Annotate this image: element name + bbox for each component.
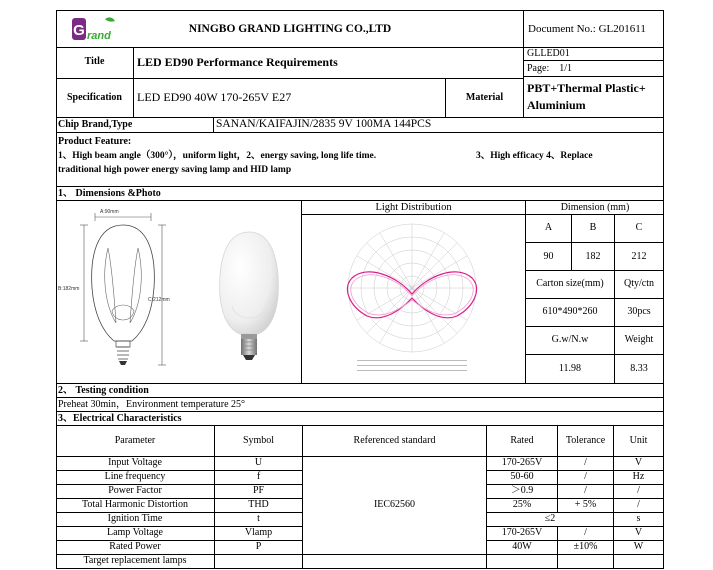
unit-cell: / xyxy=(637,499,640,510)
symbol-cell: f xyxy=(256,471,261,482)
gross-net-weight-label: G.w/N.w xyxy=(551,334,589,345)
company-name: NINGBO GRAND LIGHTING CO.,LTD xyxy=(188,23,392,35)
unit-cell: / xyxy=(637,485,640,496)
param-cell: Total Harmonic Distortion xyxy=(82,499,188,510)
col-header-tolerance: Tolerance xyxy=(565,435,606,446)
feature-line1-a: 1、High beam angle（300°），uniform light，2、energy saving, long life time. xyxy=(58,151,377,161)
weight-value: 8.33 xyxy=(630,363,648,374)
unit-cell: s xyxy=(636,513,641,524)
qty-value: 30pcs xyxy=(627,306,651,317)
weight-label: Weight xyxy=(624,334,654,345)
col-header-symbol: Symbol xyxy=(242,435,275,446)
title-label: Title xyxy=(84,56,105,67)
document-number: Document No.: GL201611 xyxy=(528,23,646,35)
unit-cell: Hz xyxy=(632,471,645,482)
qty-label: Qty/ctn xyxy=(624,278,654,289)
rated-cell: ≤2 xyxy=(544,513,556,524)
page-indicator: Page: 1/1 xyxy=(527,63,572,74)
symbol-cell: P xyxy=(255,541,262,552)
dimension-value-b: 182 xyxy=(585,251,601,262)
electrical-heading: 3、Electrical Characteristics xyxy=(58,413,182,424)
feature-line2: traditional high power energy saving lamp and HID lamp xyxy=(58,165,292,175)
svg-text:rand: rand xyxy=(87,30,111,42)
param-cell: Lamp Voltage xyxy=(106,527,163,538)
col-header-parameter: Parameter xyxy=(114,435,156,446)
referenced-standard-value: IEC62560 xyxy=(373,499,416,510)
feature-heading: Product Feature: xyxy=(58,136,132,147)
col-header-rated: Rated xyxy=(510,435,534,446)
rated-cell: 170-265V xyxy=(501,457,543,468)
tolerance-cell: / xyxy=(584,485,587,496)
dimension-b-label: B:182mm xyxy=(58,286,80,292)
dimension-a-label: A:90mm xyxy=(100,209,119,215)
specification-value: LED ED90 40W 170-265V E27 xyxy=(137,90,292,104)
feature-line1-b: 3、High efficacy 4、Replace xyxy=(476,151,593,161)
carton-size-value: 610*490*260 xyxy=(542,306,598,317)
rated-cell: 40W xyxy=(512,541,532,552)
unit-cell: V xyxy=(634,527,643,538)
rated-cell: 25% xyxy=(512,499,532,510)
param-cell: Target replacement lamps xyxy=(83,555,187,566)
dimension-value-c: 212 xyxy=(631,251,647,262)
dimension-c-label: C:212mm xyxy=(148,297,170,303)
document-title: LED ED90 Performance Requirements xyxy=(137,55,338,69)
svg-text:G: G xyxy=(73,22,85,39)
company-logo xyxy=(71,15,123,43)
testing-condition-text: Preheat 30min，Environment temperature 25° xyxy=(58,399,246,410)
dimension-header-c: C xyxy=(635,222,643,233)
carton-size-label: Carton size(mm) xyxy=(536,278,604,289)
lamp-photo xyxy=(210,226,288,368)
dimensions-heading: 1、 Dimensions &Photo xyxy=(58,188,161,199)
material-label: Material xyxy=(465,92,504,103)
param-cell: Rated Power xyxy=(109,541,161,552)
param-cell: Ignition Time xyxy=(107,513,163,524)
param-cell: Input Voltage xyxy=(108,457,162,468)
symbol-cell: PF xyxy=(252,485,265,496)
symbol-cell: THD xyxy=(248,499,269,510)
tolerance-cell: / xyxy=(584,457,587,468)
dimension-value-a: 90 xyxy=(543,251,554,262)
unit-cell: V xyxy=(634,457,643,468)
specification-label: Specification xyxy=(67,92,122,103)
symbol-cell: t xyxy=(257,513,260,524)
param-cell: Power Factor xyxy=(108,485,162,496)
lamp-dimension-drawing xyxy=(58,203,188,379)
param-cell: Line frequency xyxy=(104,471,166,482)
material-value-line1: PBT+Thermal Plastic+ xyxy=(527,81,646,95)
col-header-standard: Referenced standard xyxy=(353,435,436,446)
symbol-cell: Vlamp xyxy=(244,527,273,538)
tolerance-cell: + 5% xyxy=(574,499,597,510)
document-code: GLLED01 xyxy=(527,48,570,59)
col-header-unit: Unit xyxy=(629,435,648,446)
gross-net-weight-value: 11.98 xyxy=(558,363,582,374)
rated-cell: ＞0.9 xyxy=(510,485,534,496)
chip-value: SANAN/KAIFAJIN/2835 9V 100MA 144PCS xyxy=(216,118,432,130)
dimension-header-b: B xyxy=(589,222,597,233)
dimension-table-title: Dimension (mm) xyxy=(560,202,630,213)
light-distribution-title: Light Distribution xyxy=(375,202,452,213)
rated-cell: 50-60 xyxy=(510,471,534,482)
chip-label: Chip Brand,Type xyxy=(58,119,133,130)
rated-cell: 170-265V xyxy=(501,527,543,538)
light-distribution-diagram xyxy=(337,216,487,376)
tolerance-cell: / xyxy=(584,471,587,482)
tolerance-cell: / xyxy=(584,527,587,538)
dimension-header-a: A xyxy=(544,222,553,233)
symbol-cell: U xyxy=(254,457,263,468)
testing-condition-heading: 2、 Testing condition xyxy=(58,385,149,396)
tolerance-cell: ±10% xyxy=(573,541,598,552)
unit-cell: W xyxy=(633,541,644,552)
material-value-line2: Aluminium xyxy=(527,98,586,112)
